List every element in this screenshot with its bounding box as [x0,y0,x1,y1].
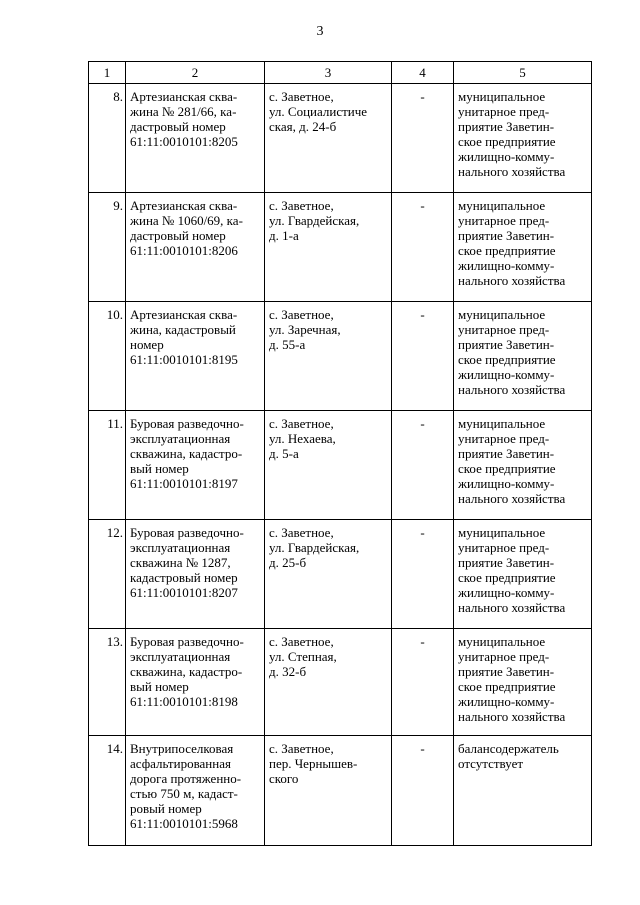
holder-line: ское предприятие [458,679,556,694]
holder-line: жилищно-комму- [458,367,555,382]
holder-line: жилищно-комму- [458,585,555,600]
address-line: с. Заветное, [269,416,334,431]
address-line: ул. Социалистиче [269,104,368,119]
holder-line: нального хозяйства [458,709,566,724]
object-name-line: кадастровый номер [130,570,238,585]
table-row [89,629,592,736]
table-row [89,84,592,193]
holder-line: унитарное пред- [458,649,550,664]
object-name-line: вый номер [130,679,189,694]
table-row [89,520,592,629]
address-line: с. Заветное, [269,307,334,322]
object-name-line: асфальтированная [130,756,231,771]
object-name-line: Буровая разведочно- [130,634,244,649]
object-name-line: 61:11:0010101:8205 [130,134,238,149]
object-name-cell [126,302,265,411]
row-number: 10. [89,302,126,411]
holder-cell [454,193,592,302]
holder-line: приятие Заветин- [458,119,555,134]
object-name-line: Артезианская сква- [130,198,238,213]
address-line: с. Заветное, [269,634,334,649]
object-name-line: Артезианская сква- [130,89,238,104]
holder-line: приятие Заветин- [458,337,555,352]
object-name-line: ровый номер [130,801,202,816]
object-name-line: жина № 1060/69, ка- [130,213,243,228]
row-number: 12. [89,520,126,629]
object-name-line: Буровая разведочно- [130,525,244,540]
address-line: ского [269,771,299,786]
address-line: с. Заветное, [269,741,334,756]
address-cell [265,84,392,193]
holder-line: муниципальное [458,307,546,322]
holder-line: унитарное пред- [458,213,550,228]
object-name-line: Буровая разведочно- [130,416,244,431]
header-cell-4: 4 [392,62,454,84]
object-name-cell [126,629,265,736]
holder-line: жилищно-комму- [458,258,555,273]
holder-line: ское предприятие [458,570,556,585]
holder-line: муниципальное [458,525,546,540]
object-name-line: 61:11:0010101:5968 [130,816,238,831]
object-name-line: эксплуатационная [130,649,231,664]
object-name-line: 61:11:0010101:8206 [130,243,238,258]
column-4-cell: - [392,84,454,193]
holder-cell [454,84,592,193]
holder-line: приятие Заветин- [458,446,555,461]
row-number: 11. [89,411,126,520]
holder-line: нального хозяйства [458,382,566,397]
table-row [89,302,592,411]
holder-line: приятие Заветин- [458,555,555,570]
holder-cell [454,736,592,846]
header-cell-3: 3 [265,62,392,84]
holder-line: ское предприятие [458,461,556,476]
address-line: д. 1-а [269,228,299,243]
address-line: ул. Степная, [269,649,337,664]
address-line: ул. Гвардейская, [269,213,360,228]
address-line: ул. Гвардейская, [269,540,360,555]
object-name-line: жина, кадастровый [130,322,236,337]
address-line: ул. Заречная, [269,322,341,337]
object-name-line: Артезианская сква- [130,307,238,322]
table-header-row [89,62,592,84]
holder-line: балансодержатель [458,741,559,756]
object-name-cell [126,411,265,520]
holder-line: унитарное пред- [458,322,550,337]
holder-line: нального хозяйства [458,600,566,615]
holder-line: унитарное пред- [458,540,550,555]
table-row [89,411,592,520]
holder-line: ское предприятие [458,243,556,258]
address-cell [265,520,392,629]
row-number: 8. [89,84,126,193]
holder-line: ское предприятие [458,134,556,149]
table-row [89,736,592,846]
object-name-line: 61:11:0010101:8197 [130,476,238,491]
holder-line: ское предприятие [458,352,556,367]
holder-line: муниципальное [458,198,546,213]
object-name-line: стью 750 м, кадаст- [130,786,238,801]
holder-cell [454,520,592,629]
address-line: д. 55-а [269,337,306,352]
column-4-cell: - [392,193,454,302]
holder-line: унитарное пред- [458,431,550,446]
holder-cell [454,629,592,736]
object-name-line: эксплуатационная [130,540,231,555]
holder-line: жилищно-комму- [458,149,555,164]
address-cell [265,629,392,736]
address-cell [265,411,392,520]
object-name-cell [126,84,265,193]
object-name-line: дастровый номер [130,119,226,134]
row-number: 9. [89,193,126,302]
column-4-cell: - [392,302,454,411]
table-row [89,193,592,302]
object-name-line: дастровый номер [130,228,226,243]
column-4-cell: - [392,520,454,629]
address-line: с. Заветное, [269,89,334,104]
holder-line: жилищно-комму- [458,476,555,491]
address-cell [265,302,392,411]
header-cell-5: 5 [454,62,592,84]
object-name-line: Внутрипоселковая [130,741,234,756]
header-cell-1: 1 [89,62,126,84]
column-4-cell: - [392,411,454,520]
address-line: д. 32-б [269,664,307,679]
holder-line: муниципальное [458,634,546,649]
object-name-line: скважина, кадастро- [130,446,243,461]
address-line: ская, д. 24-б [269,119,337,134]
row-number: 13. [89,629,126,736]
object-name-line: эксплуатационная [130,431,231,446]
holder-cell [454,411,592,520]
object-name-line: дорога протяженно- [130,771,242,786]
object-name-line: номер [130,337,164,352]
header-cell-2: 2 [126,62,265,84]
holder-line: нального хозяйства [458,491,566,506]
object-name-line: 61:11:0010101:8207 [130,585,238,600]
address-cell [265,193,392,302]
object-name-line: 61:11:0010101:8198 [130,694,238,709]
object-name-line: вый номер [130,461,189,476]
holder-line: приятие Заветин- [458,228,555,243]
object-name-line: скважина № 1287, [130,555,231,570]
address-line: с. Заветное, [269,198,334,213]
object-name-cell [126,736,265,846]
column-4-cell: - [392,629,454,736]
holder-line: муниципальное [458,416,546,431]
object-name-line: жина № 281/66, ка- [130,104,237,119]
address-line: с. Заветное, [269,525,334,540]
holder-line: отсутствует [458,756,524,771]
object-name-cell [126,193,265,302]
object-name-line: скважина, кадастро- [130,664,243,679]
holder-line: приятие Заветин- [458,664,555,679]
holder-cell [454,302,592,411]
column-4-cell: - [392,736,454,846]
holder-line: нального хозяйства [458,273,566,288]
address-line: ул. Нехаева, [269,431,336,446]
property-table [88,61,592,846]
holder-line: жилищно-комму- [458,694,555,709]
holder-line: муниципальное [458,89,546,104]
address-cell [265,736,392,846]
address-line: д. 25-б [269,555,307,570]
page-number: 3 [316,24,324,39]
object-name-cell [126,520,265,629]
row-number: 14. [89,736,126,846]
object-name-line: 61:11:0010101:8195 [130,352,238,367]
holder-line: унитарное пред- [458,104,550,119]
address-line: пер. Чернышев- [269,756,358,771]
holder-line: нального хозяйства [458,164,566,179]
address-line: д. 5-а [269,446,299,461]
